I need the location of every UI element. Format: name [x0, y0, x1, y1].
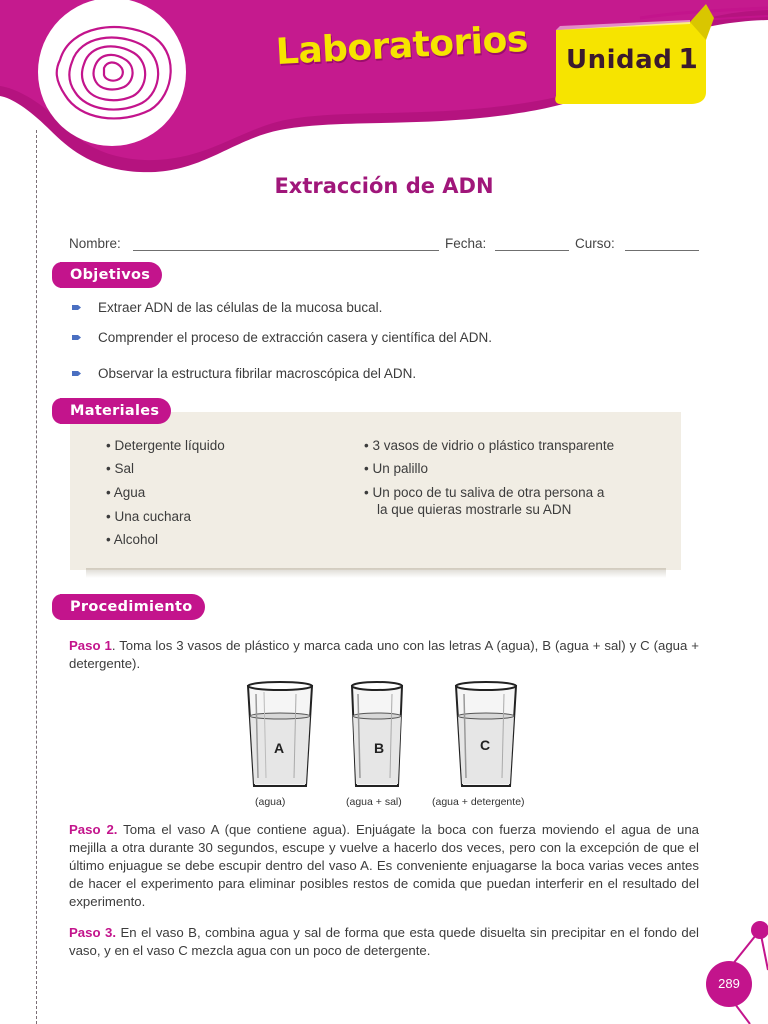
name-field[interactable] [133, 250, 439, 251]
step-3-label: Paso 3. [69, 925, 116, 940]
pencil-bullet-icon [72, 370, 81, 377]
date-field[interactable] [495, 250, 569, 251]
step-3-paragraph: Paso 3. En el vaso B, combina agua y sal de forma que esta quede disuelta sin precipitar en el fondo del vaso, y en el vaso C mezcla agua con un poco de detergente. [69, 925, 699, 958]
course-label: Curso: [575, 236, 615, 251]
student-form [69, 236, 701, 254]
glass-b-caption: (agua + sal) [346, 796, 402, 808]
date-label: Fecha: [445, 236, 487, 251]
panel-shadow [86, 568, 666, 578]
glasses-illustration [236, 678, 536, 794]
page-number: 289 [706, 961, 752, 1007]
glass-a-icon [248, 682, 312, 786]
step-1-paragraph: Paso 1. Toma los 3 vasos de plástico y marca cada uno con las letras A (agua), B (agua + sal) y C (agua + detergente). [69, 638, 699, 671]
glass-a-letter: A [274, 740, 285, 756]
material-item: • Agua [106, 485, 146, 500]
page-title: Extracción de ADN [274, 174, 494, 198]
material-item: • Un poco de tu saliva de otra persona a [364, 485, 605, 500]
page: Laboratorios Unidad 1 Extracción de ADN Nombre: Fecha: Curso: Objetivos Extraer ADN de las células de la mucosa bucal. Comprender el proceso de extracción casera y científica del ADN. Observar la estructura fibrilar macroscópica del ADN. Materiales • Detergente líquido • Sal • Agua • Una cuchara • Alcohol • 3 vasos de vidrio o plástico transparente • Un palillo • Un poco de tu saliva de otra persona a la que quieras mostrarle su ADN Procedimiento Paso 1. Toma los 3 vasos de plástico y marca cada uno con las letras A (agua), B (agua + sal) y C (agua + detergente). A B C (agua) (agua + sal) (agua + detergente) Paso 2. Toma el vaso A (que contiene agua). Enjuágate la boca con fuerza moviendo el agua de una mejilla a otra durante 30 segundos, escupe y vuelve a hacerlo dos veces, pero con la excepción de que el último enjuague se debe escupir dentro del vaso A. Es conveniente enjuagarse la boca varias veces antes de hacer el experimento para eliminar posibles restos de comida que puedan interferir en el resultado del experimento. Paso 3. En el vaso B, combina agua y sal de forma que esta quede disuelta sin precipitar en el fondo del vaso, y en el vaso C mezcla agua con un poco de detergente. 289 [0, 0, 768, 1024]
glass-c-icon [456, 682, 516, 786]
section-title: Laboratorios [274, 18, 529, 73]
unit-word: Unidad [566, 45, 673, 75]
materials-heading: Materiales [60, 398, 171, 424]
glass-a-caption: (agua) [255, 796, 286, 808]
material-item: la que quieras mostrarle su ADN [377, 502, 572, 517]
step-2-label: Paso 2. [69, 822, 118, 837]
glass-b-icon [352, 682, 402, 786]
material-item: • Una cuchara [106, 509, 192, 524]
material-item: • 3 vasos de vidrio o plástico transparente [364, 438, 615, 453]
glass-b-letter: B [374, 740, 385, 756]
cut-line [36, 130, 37, 1024]
pencil-bullet-icon [72, 334, 81, 341]
pencil-bullet-icon [72, 304, 81, 311]
objectives-heading: Objetivos [60, 262, 162, 288]
material-item: • Un palillo [364, 461, 429, 476]
procedure-heading: Procedimiento [60, 594, 205, 620]
step-1-label: Paso 1 [69, 638, 112, 653]
unit-label [566, 42, 698, 75]
glass-c-caption: (agua + detergente) [432, 796, 525, 808]
course-field[interactable] [625, 250, 699, 251]
unit-number: 1 [678, 42, 699, 75]
name-label: Nombre: [69, 236, 121, 251]
material-item: • Alcohol [106, 532, 159, 547]
step-2-paragraph: Paso 2. Toma el vaso A (que contiene agua). Enjuágate la boca con fuerza moviendo el agua de una mejilla a otra durante 30 segundos, escupe y vuelve a hacerlo dos veces, pero con la excepción de que el último enjuague se debe escupir dentro del vaso A. Es conveniente enjuagarse la boca varias veces antes de hacer el experimento para eliminar posibles restos de comida que puedan interferir en el resultado del experimento. [69, 822, 699, 909]
material-item: • Sal [106, 461, 134, 476]
material-item: • Detergente líquido [106, 438, 225, 453]
glass-c-letter: C [480, 737, 491, 753]
